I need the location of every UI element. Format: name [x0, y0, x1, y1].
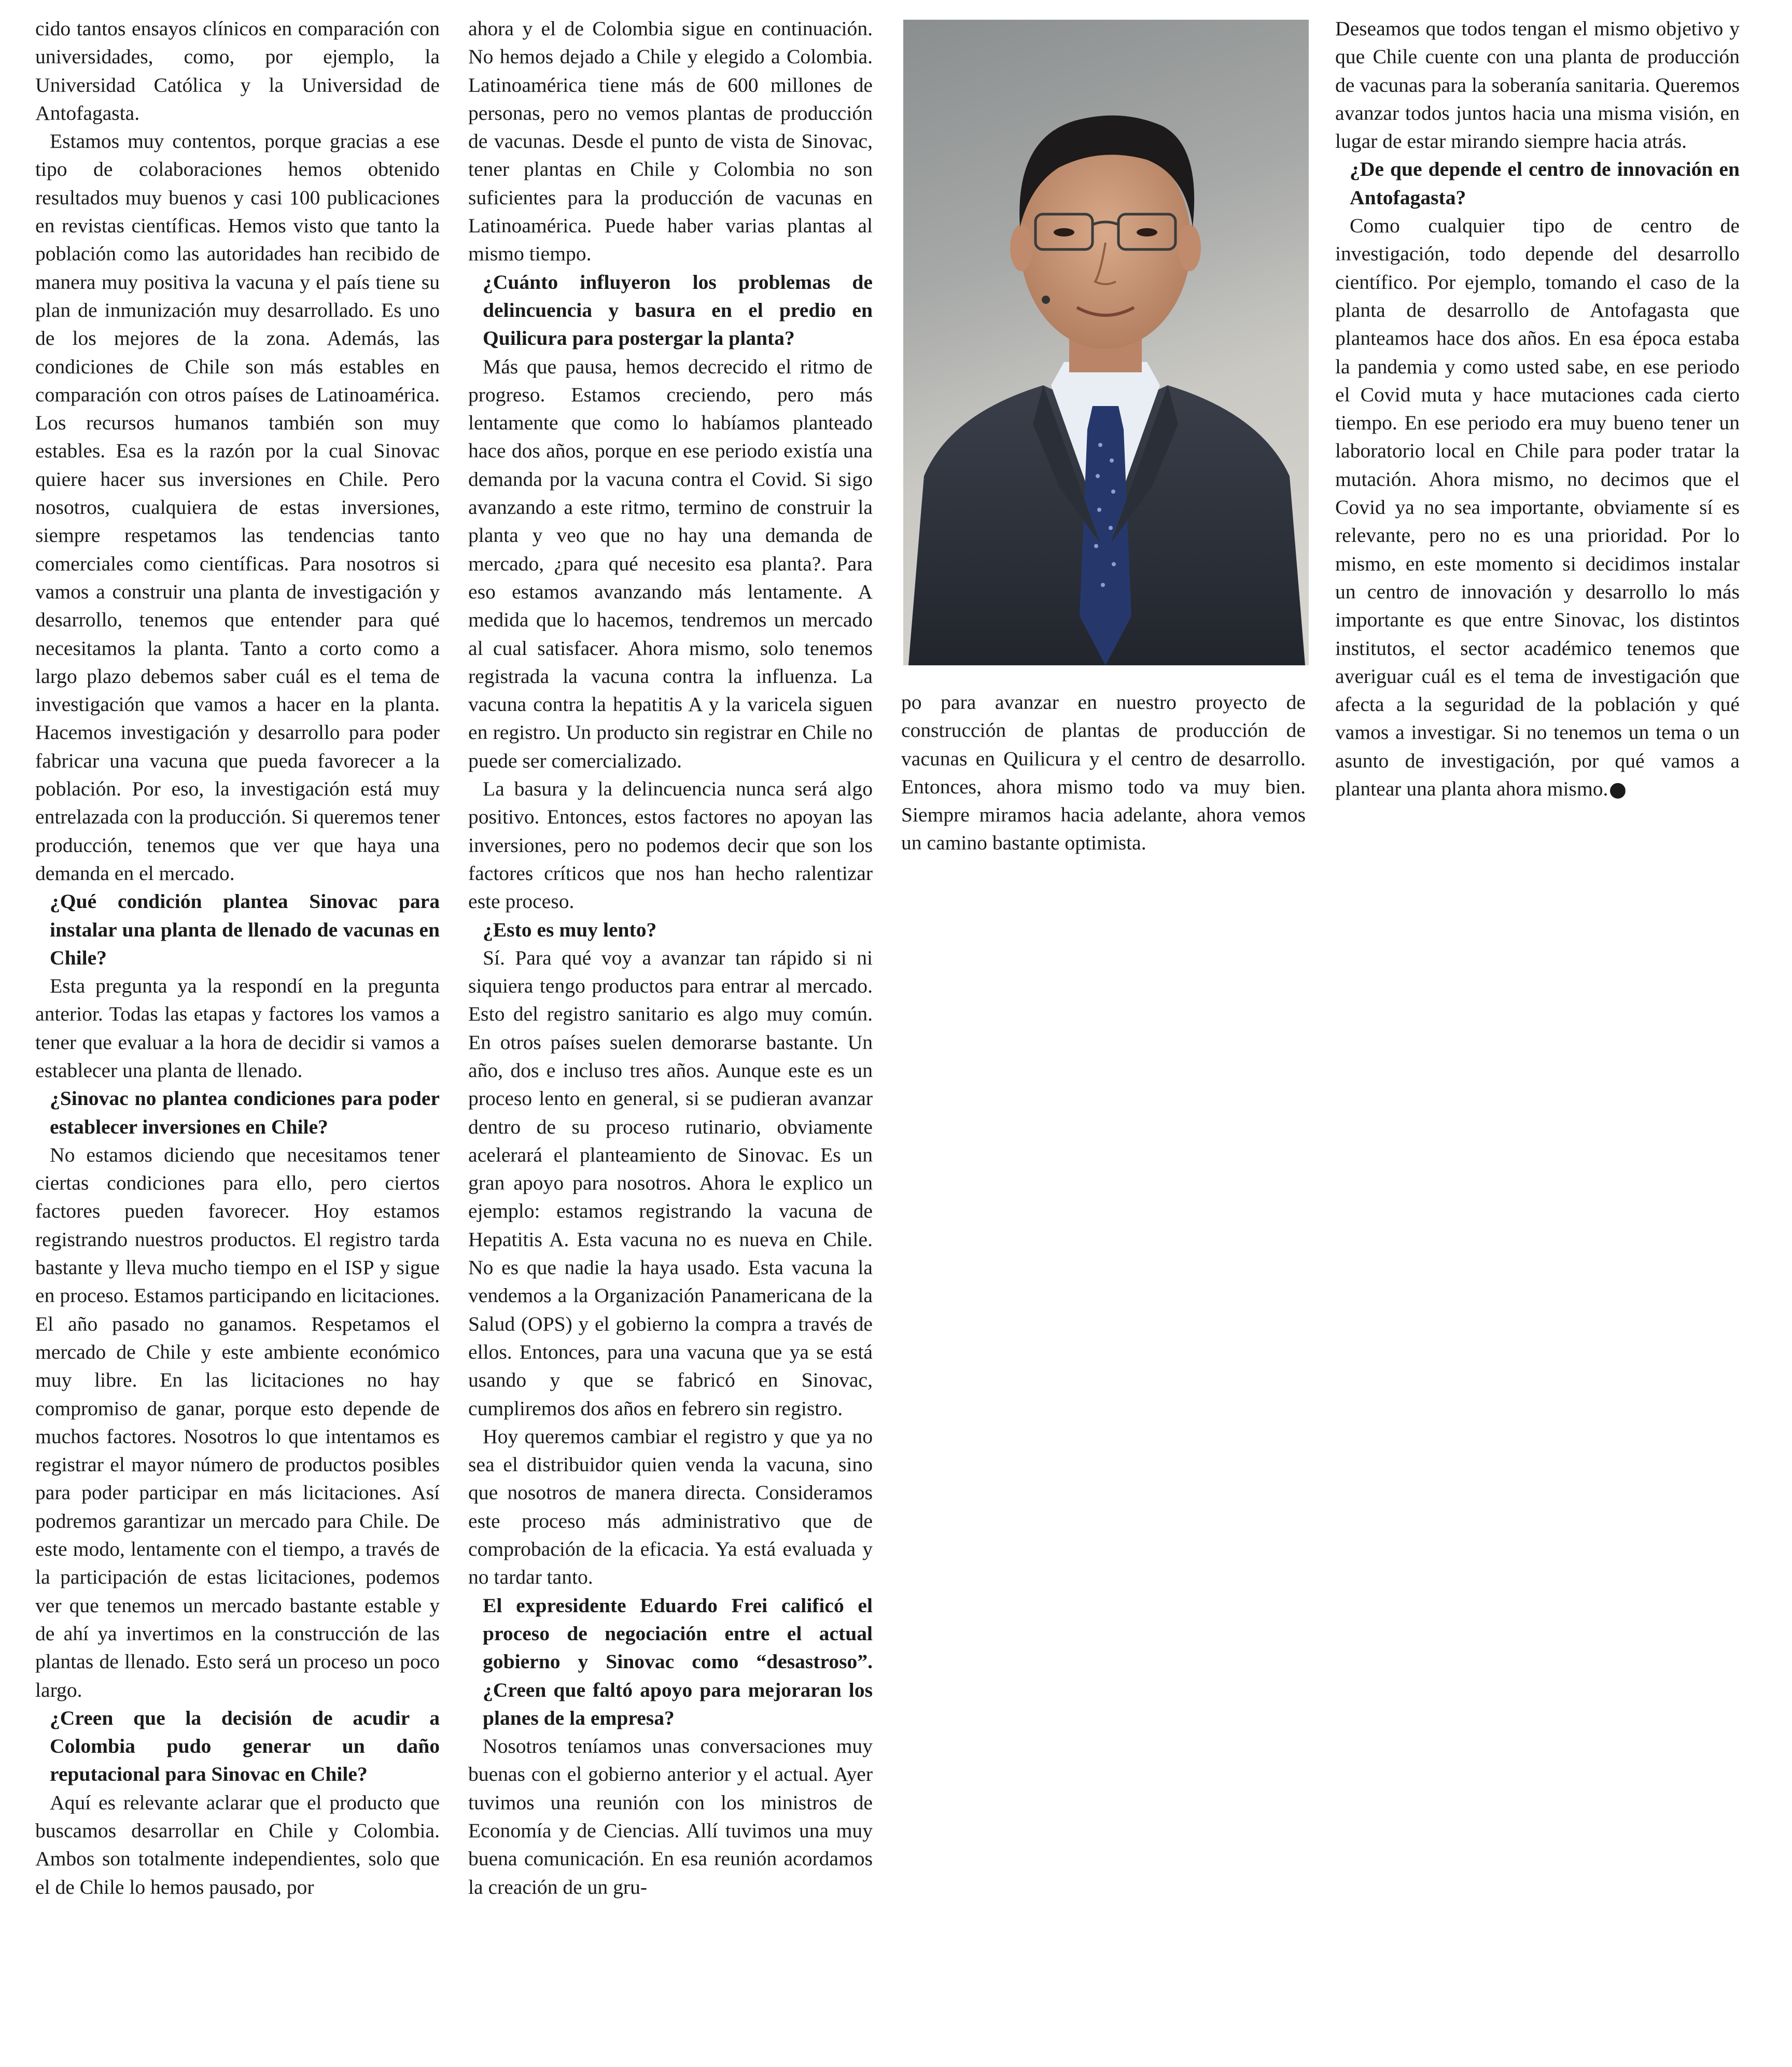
article-paragraph: Nosotros teníamos unas conversaciones muy buenas con el gobierno anterior y el actual. Ayer tuvimos una reunión con los ministros de Economía y de Ciencias. Allí tuvimos una muy buena comunicación. En esa reunión acordamos la creación de un gru- [468, 1735, 873, 1898]
article-paragraph: Sí. Para qué voy a avanzar tan rápido si ni siquiera tengo productos para entrar al mercado. Esto del registro sanitario es algo muy común. En otros países suelen demorarse bastante. Un año, dos e incluso tres años. Aunque este es un proceso lento en general, si se pudieran avanzar dentro de su proceso rutinario, obviamente acelerará el planteamiento de Sinovac. Es un gran apoyo para nosotros. Ahora le explico un ejemplo: estamos registrando la vacuna de Hepatitis A. Esta vacuna no es nueva en Chile. No es que nadie la haya usado. Esta vacuna la vendemos a la Organización Panamericana de la Salud (OPS) y el gobierno la compra a través de ellos. Entonces, para una vacuna que ya se está usando y que se fabricó en Sinovac, cumpliremos dos años en febrero sin registro. [468, 946, 873, 1420]
article-paragraph: Hoy queremos cambiar el registro y que ya no sea el distribuidor quien venda la vacuna, sino que nosotros de manera directa. Consideramos este proceso más administrativo que de comprobación de la eficacia. Ya está evaluada y no tardar tanto. [468, 1424, 873, 1589]
article-column-3 [901, 688, 1306, 857]
interview-question: ¿Esto es muy lento? [483, 918, 657, 941]
interviewee-photo [903, 20, 1309, 665]
interview-question: ¿Cuánto influyeron los problemas de delincuencia y basura en el predio en Quilicura para postergar la planta? [483, 270, 873, 350]
article-paragraph: Más que pausa, hemos decrecido el ritmo de progreso. Estamos creciendo, pero más lentamente que como lo habíamos planteado hace dos años, porque en ese periodo existía una demanda por la vacuna contra el Covid. Si sigo avanzando a este ritmo, termino de construir la planta y veo que no hay una demanda de mercado, ¿para qué necesito esa planta?. Para eso estamos avanzando más lentamente. A medida que lo hacemos, tendremos un mercado al cual satisfacer. Ahora mismo, solo tenemos registrada la vacuna contra la influenza. La vacuna contra la hepatitis A y la varicela siguen en registro. Un producto sin registrar en Chile no puede ser comercializado. [468, 355, 873, 772]
article-paragraph: Deseamos que todos tengan el mismo objetivo y que Chile cuente con una planta de producción de vacunas para la soberanía sanitaria. Queremos avanzar todos juntos hacia una misma visión, en lugar de estar mirando siempre hacia atrás. [1335, 17, 1740, 153]
interview-question: El expresidente Eduardo Frei calificó el proceso de negociación entre el actual gobierno y Sinovac como “desastroso”. ¿Creen que faltó apoyo para mejoraran los planes de la empresa? [483, 1594, 873, 1729]
article-paragraph: Estamos muy contentos, porque gracias a ese tipo de colaboraciones hemos obtenido resultados muy buenos y casi 100 publicaciones en revistas científicas. Hemos visto que tanto la población como las autoridades han recibido de manera muy positiva la vacuna y el país tiene su plan de inmunización muy desarrollado. Es uno de los mejores de la zona. Además, las condiciones de Chile son más estables en comparación con otros países de Latinoamérica. Los recursos humanos también son muy estables. Esa es la razón por la cual Sinovac quiere hacer sus inversiones en Chile. Pero nosotros, cualquiera de estas inversiones, siempre respetamos las tendencias tanto comerciales como científicas. Para nosotros si vamos a construir una planta de investigación y desarrollo, tenemos que entender para qué necesitamos la planta. Tanto a corto como a largo plazo debemos saber cuál es el tema de investigación que vamos a hacer en la planta. Hacemos investigación y desarrollo para poder fabricar una vacuna que pueda favorecer a la población. Por eso, la investigación está muy entrelazada con la producción. Si queremos tener producción, tenemos que ver que haya una demanda en el mercado. [35, 130, 440, 885]
article-column-2 [468, 15, 873, 1901]
interview-question: ¿De que depende el centro de innovación en Antofagasta? [1350, 158, 1740, 209]
interview-question: ¿Qué condición plantea Sinovac para instalar una planta de llenado de vacunas en Chile? [50, 890, 440, 969]
article-column-4 [1335, 15, 1740, 803]
portrait-illustration [903, 20, 1309, 665]
article-paragraph: cido tantos ensayos clínicos en comparación con universidades, como, por ejemplo, la Universidad Católica y la Universidad de Antofagasta. [35, 17, 440, 124]
article-column-1 [35, 15, 440, 1901]
article-paragraph: No estamos diciendo que necesitamos tener ciertas condiciones para ello, pero ciertos factores pueden favorecer. Hoy estamos registrando nuestros productos. El registro tarda bastante y lleva mucho tiempo en el ISP y sigue en proceso. Estamos participando en licitaciones. El año pasado no ganamos. Respetamos el mercado de Chile y este ambiente económico muy libre. En las licitaciones no hay compromiso de ganar, porque esto depende de muchos factores. Nosotros lo que intentamos es registrar el mayor número de productos posibles para poder participar en más licitaciones. Así podremos garantizar un mercado para Chile. De este modo, lentamente con el tiempo, a través de la participación de estas licitaciones, podemos ver que tenemos un mercado bastante estable y de ahí ya invertimos en la construcción de las plantas de llenado. Esto será un proceso un poco largo. [35, 1143, 440, 1701]
article-paragraph: Esta pregunta ya la respondí en la pregunta anterior. Todas las etapas y factores los vamos a tener que evaluar a la hora de decidir si vamos a establecer una planta de llenado. [35, 974, 440, 1082]
interview-question: ¿Sinovac no plantea condiciones para poder establecer inversiones en Chile? [50, 1087, 440, 1138]
article-paragraph: La basura y la delincuencia nunca será algo positivo. Entonces, estos factores no apoyan las inversiones, pero no podemos decir que son los factores críticos que nos han hecho ralentizar este proceso. [468, 777, 873, 913]
article-paragraph: po para avanzar en nuestro proyecto de construcción de plantas de producción de vacunas en Quilicura y el centro de desarrollo. Entonces, ahora mismo todo va muy bien. Siempre miramos hacia adelante, ahora vemos un camino bastante optimista. [901, 691, 1306, 855]
article-end-mark-icon: P [1610, 783, 1626, 799]
article-paragraph: Como cualquier tipo de centro de investigación, todo depende del desarrollo científico. Por ejemplo, tomando el caso de la planta de desarrollo de Antofagasta que planteamos hace dos años. En esa época estaba la pandemia y como usted sabe, en ese periodo el Covid muta y hace mutaciones cada cierto tiempo. En ese periodo era muy bueno tener un laboratorio local en Chile para poder tratar la mutación. Ahora mismo, no decimos que el Covid ya no sea importante, obviamente sí es relevante, pero no es una prioridad. Por lo mismo, en este momento si decidimos instalar un centro de innovación y desarrollo lo más importante es que entre Sinovac, los distintos institutos, el sector académico tenemos que averiguar cuál es el tema de investigación que afecta a la seguridad de la población y qué vamos a investigar. Si no tenemos un tema o un asunto de investigación, por qué vamos a plantear una planta ahora mismo. P [1335, 214, 1740, 801]
article-paragraph: ahora y el de Colombia sigue en continuación. No hemos dejado a Chile y elegido a Colombia. Latinoamérica tiene más de 600 millones de personas, pero no vemos plantas de producción de vacunas. Desde el punto de vista de Sinovac, tener plantas en Chile y Colombia no son suficientes para la producción de vacunas en Latinoamérica. Puede haber varias plantas al mismo tiempo. [468, 17, 873, 266]
article-paragraph: Aquí es relevante aclarar que el producto que buscamos desarrollar en Chile y Colombia. Ambos son totalmente independientes, solo que el de Chile lo hemos pausado, por [35, 1791, 440, 1898]
interview-question: ¿Creen que la decisión de acudir a Colombia pudo generar un daño reputacional para Sinovac en Chile? [50, 1706, 440, 1786]
